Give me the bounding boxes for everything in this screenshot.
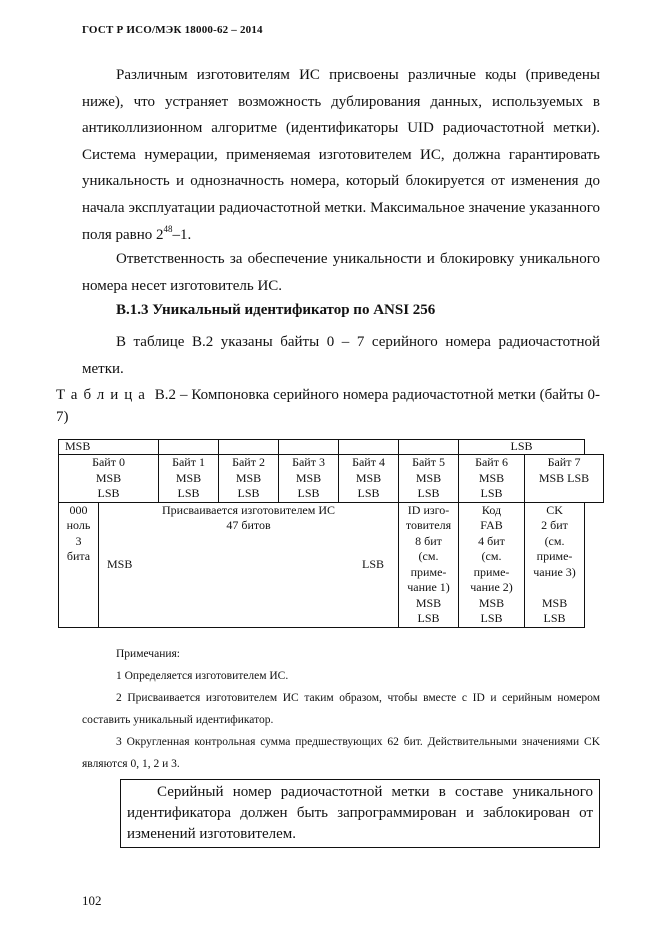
table-cell	[279, 440, 339, 455]
table-cell	[219, 440, 279, 455]
boxed-requirement: Серийный номер радиочастотной метки в составе уникального идентификатора должен быть запрограммирован и заблокирован от изменений изготовителем.	[120, 779, 600, 848]
byte-cell: Байт 3 MSB LSB	[279, 455, 339, 503]
table-cell	[339, 440, 399, 455]
document-header: ГОСТ Р ИСО/МЭК 18000-62 – 2014	[82, 24, 263, 36]
table-caption	[56, 384, 600, 428]
byte-cell: Байт 0 MSB LSB	[59, 455, 159, 503]
paragraph-manufacturer-codes	[82, 62, 600, 248]
lsb-label: LSB	[362, 556, 385, 571]
table-row	[59, 440, 604, 455]
paragraph-text: Различным изготовителям ИС присвоены различные коды (приведены ниже), что устраняет возможность дублирования данных, используемых в антиколлизионном алгоритме (идентификаторы UID радиочастотной метки). Система нумерации, применяемая изготовителем ИС, должна гарантировать уникальность и однозначность номера, который блокируется от изменения до начала эксплуатации радиочастотной метки. Максимальное значение указанного поля равно 2	[82, 67, 600, 243]
checksum-cell: CK 2 бит (см. приме- чание 3) MSB LSB	[525, 502, 585, 627]
byte-cell: Байт 2 MSB LSB	[219, 455, 279, 503]
serial-number-table	[58, 439, 604, 628]
note-1: 1 Определяется изготовителем ИС.	[116, 670, 289, 682]
page-number: 102	[82, 893, 102, 908]
byte-cell: Байт 1 MSB LSB	[159, 455, 219, 503]
byte-cell: Байт 6 MSB LSB	[459, 455, 525, 503]
paragraph-table-intro: В таблице В.2 указаны байты 0 – 7 серийного номера радиочастотной метки.	[82, 334, 600, 377]
table-cell	[399, 440, 459, 455]
msb-header: MSB	[59, 440, 159, 455]
table-cell	[159, 440, 219, 455]
zero-bits-cell: 000 ноль 3 бита	[59, 502, 99, 627]
notes-title: Примечания:	[116, 648, 180, 660]
byte-cell: Байт 5 MSB LSB	[399, 455, 459, 503]
exponent: 48	[163, 223, 173, 234]
ic-assigned-cell: Присваивается изготовителем ИС 47 битов MSB LSB	[99, 502, 399, 627]
msb-label: MSB	[107, 556, 133, 571]
fab-code-cell: Код FAB 4 бит (см. приме- чание 2) MSB LSB	[459, 502, 525, 627]
byte-cell: Байт 4 MSB LSB	[339, 455, 399, 503]
paragraph-tail: –1.	[172, 226, 192, 243]
paragraph-responsibility: Ответственность за обеспечение уникальности и блокировку уникального номера несет изготовитель ИС.	[82, 251, 600, 294]
lsb-header: LSB	[459, 440, 585, 455]
table-caption-text: В.2 – Компоновка серийного номера радиочастотной метки (байты 0-7)	[56, 387, 600, 425]
manufacturer-id-cell: ID изго- товителя 8 бит (см. приме- чание 1) MSB LSB	[399, 502, 459, 627]
table-row	[59, 502, 604, 627]
byte-cell: Байт 7 MSB LSB	[525, 455, 604, 503]
note-3: 3 Округленная контрольная сумма предшествующих 62 бит. Действительными значениями CK являются 0, 1, 2 и 3.	[82, 736, 600, 770]
note-2: 2 Присваивается изготовителем ИС таким образом, чтобы вместе с ID и серийным номером составить уникальный идентификатор.	[82, 692, 600, 726]
table-caption-label: Таблица	[56, 387, 151, 403]
table-row	[59, 455, 604, 503]
section-heading: В.1.3 Уникальный идентификатор по ANSI 256	[116, 302, 436, 318]
